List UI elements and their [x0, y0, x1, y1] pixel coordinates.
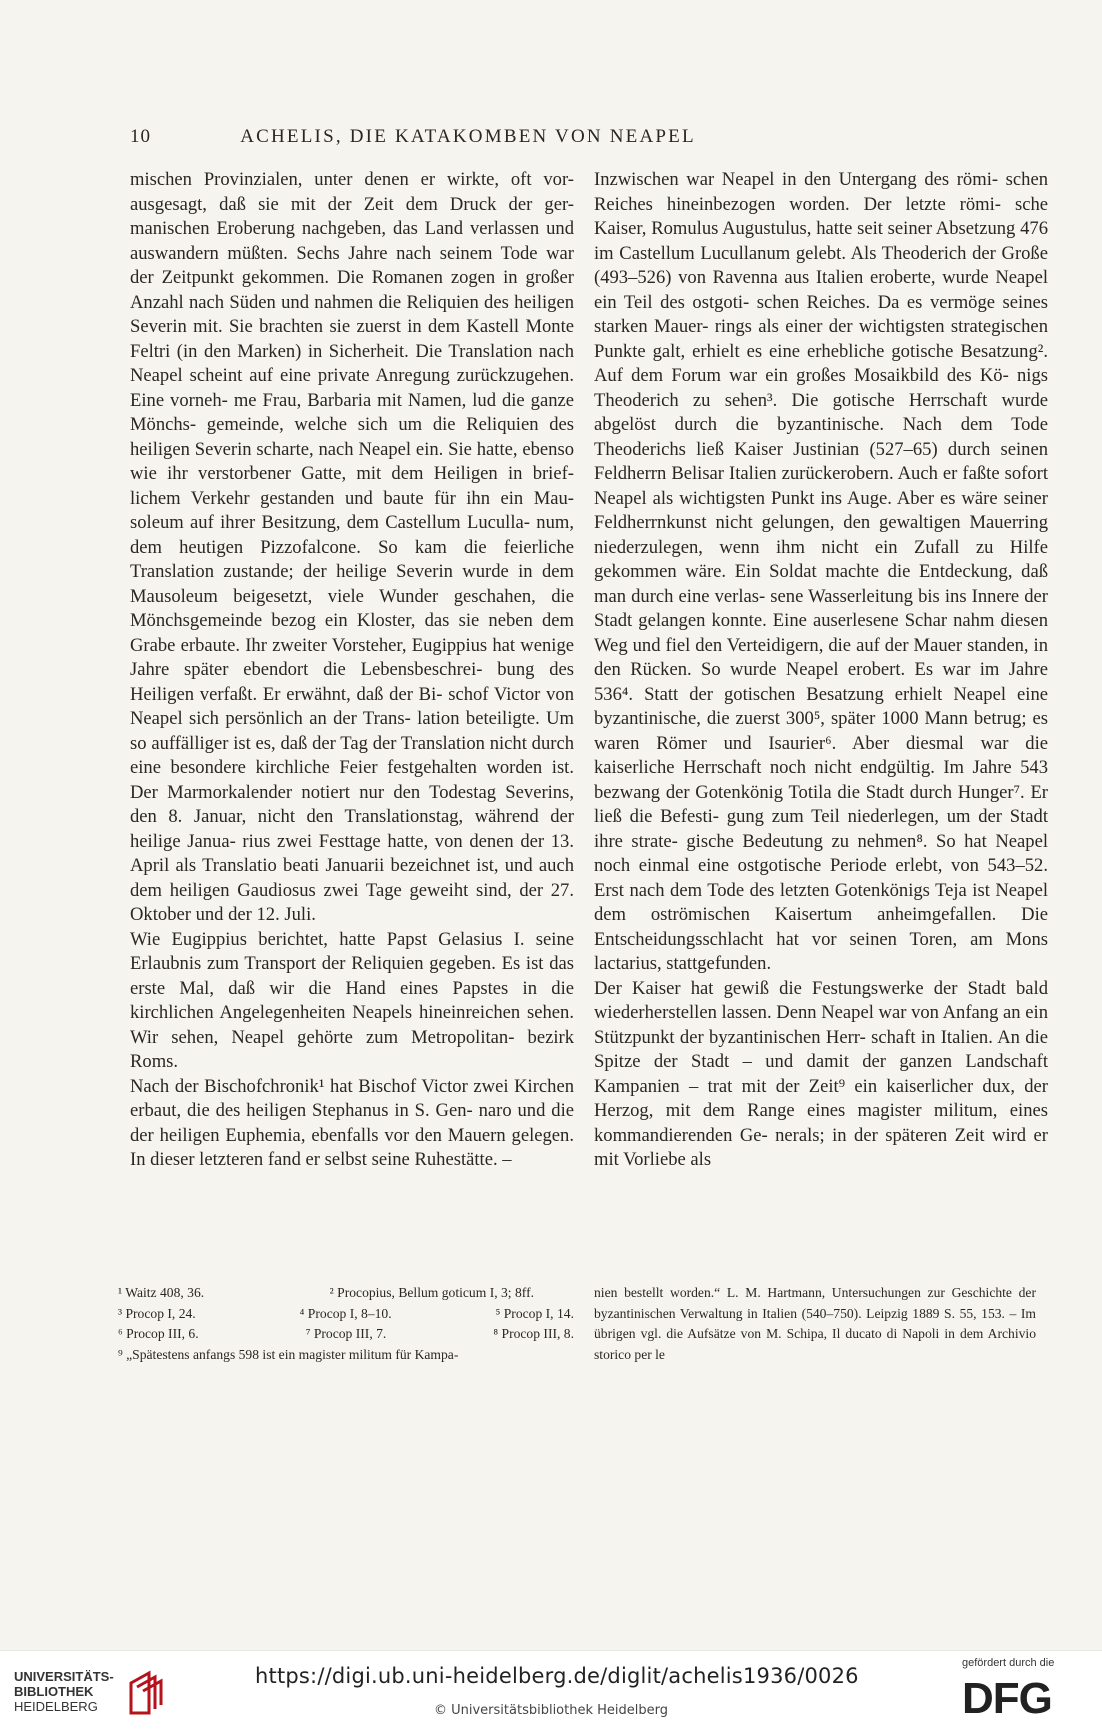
right-paragraph-1: Inzwischen war Neapel in den Untergang des römi- schen Reiches hineinbezogen worden. Der letzte römi- sche Kaiser, Romulus Augustulus, hatte seit seiner Absetzung 476 im Castellum Lucullanum gelebt. Als Theoderich der Große (493–526) von Ravenna aus Italien eroberte, wurde Neapel ein Teil des ostgoti- schen Reiches. Da es vermöge seines starken Mauer- rings als einer der wichtigsten strategischen Punkte galt, erhielt es eine erhebliche gotische Besatzung². Auf dem Forum war ein großes Mosaikbild des Kö- nigs Theoderich zu sehen³. Die gotische Herrschaft wurde abgelöst durch die byzantinische. Nach dem Tode Theoderichs ließ Kaiser Justinian (527–65) durch seinen Feldherrn Belisar Italien zurückerobern. Auch er faßte sofort Neapel als wichtigsten Punkt ins Auge. Aber es wäre seiner Feldherrnkunst nicht gelungen, den gewaltigen Mauerring niederzulegen, wenn ihm nicht ein Zufall zu Hilfe gekommen wäre. Ein Soldat machte die Entdeckung, daß man durch eine verlas- sene Wasserleitung bis ins Innere der Stadt gelangen konnte. Eine auserlesene Schar nahm diesen Weg und fiel den Verteidigern, die auf der Mauer standen, in den Rücken. So wurde Neapel erobert. Es war im Jahre 536⁴. Statt der gotischen Besatzung erhielt Neapel eine byzantinische, die zuerst 300⁵, später 1000 Mann betrug; es waren Römer und Isaurier⁶. Aber diesmal war die kaiserliche Herrschaft noch nicht endgültig. Im Jahre 543 bezwang der Gotenkönig Totila die Stadt durch Hunger⁷. Er ließ die Befesti- gung zum Teil niederlegen, um der Stadt ihre strate- gische Bedeutung zu nehmen⁸. So hat Neapel noch einmal eine ostgotische Periode erlebt, von 543–52. Erst nach dem Tode des letzten Gotenkönigs Teja ist Neapel dem oströmischen Kaisertum anheimgefallen. Die Entscheidungsschlacht hat vor seinen Toren, am Mons lactarius, stattgefunden.: [594, 169, 1048, 974]
left-paragraph-2: Wie Eugippius berichtet, hatte Papst Gelasius I. seine Erlaubnis zum Transport der Reliquien gegeben. Es ist das erste Mal, daß wir die Hand eines Papstes in die kirchlichen Angelegenheiten Neapels hineinreichen sehen. Wir sehen, Neapel gehörte zum Metropolitan- bezirk Roms.: [130, 928, 574, 1072]
page-header: [130, 126, 806, 156]
footnote-6: ⁶ Procop III, 6.: [118, 1326, 199, 1341]
right-paragraph-2: Der Kaiser hat gewiß die Festungswerke der Stadt bald wiederherstellen lassen. Denn Neapel war von Anfang an ein Stützpunkt der byzantinischen Herr- schaft in Italien. An die Spitze der Stadt – und damit der ganzen Landschaft Kampanien – trat mit der Zeit⁹ ein kaiserlicher dux, der Herzog, mit dem Range eines magister militum, eines kommandierenden Ge- nerals; in der späteren Zeit wird er mit Vorliebe als: [594, 977, 1048, 1170]
footnotes-left: [118, 1283, 574, 1365]
footnote-4: ⁴ Procop I, 8–10.: [299, 1305, 392, 1321]
left-paragraph-3: Nach der Bischofchronik¹ hat Bischof Victor zwei Kirchen erbaut, die des heiligen Stephanus in S. Gen- naro und die der heiligen Euphemia, ebenfalls vor den Mauern gelegen. In dieser letzteren fand er selbst seine Ruhestätte. –: [130, 1075, 574, 1170]
footnote-7: ⁷ Procop III, 7.: [305, 1326, 387, 1341]
logo-line: BIBLIOTHEK: [14, 1684, 94, 1699]
viewer-footer: [0, 1650, 1102, 1731]
left-paragraph-1: mischen Provinzialen, unter denen er wirkte, oft vor- ausgesagt, daß sie mit der Zeit dem Druck der ger- manischen Eroberung nachgeben, das Land verlassen und auswandern müßten. Sechs Jahre nach seinem Tode war der Zeitpunkt gekommen. Die Romanen zogen in großer Anzahl nach Süden und nahmen die Reliquien des heiligen Severin mit. Sie brachten sie zuerst in dem Kastell Monte Feltri (in den Marken) in Sicherheit. Die Translation nach Neapel scheint auf eine private Anregung zurückzugehen. Eine vorneh- me Frau, Barbaria mit Namen, lud die ganze Mönchs- gemeinde, welche sich um die Reliquien des heiligen Severin scharte, nach Neapel ein. Sie hatte, ebenso wie ihr verstorbener Gatte, mit dem Heiligen in brief- lichem Verkehr gestanden und baute für ihn ein Mau- soleum auf ihrer Besitzung, dem Castellum Luculla- num, dem heutigen Pizzofalcone. So kam die feierliche Translation zustande; der heilige Severin wurde in dem Mausoleum beigesetzt, viele Wunder geschahen, die Mönchsgemeinde bezog ein Kloster, das sie neben dem Grabe erbaute. Ihr zweiter Vorsteher, Eugippius hat wenige Jahre später ebendort die Lebensbeschrei- bung des Heiligen verfaßt. Er erwähnt, daß der Bi- schof Victor von Neapel sich persönlich an der Trans- lation beteiligte. Um so auffälliger ist es, daß der Tag der Translation nicht durch eine besondere kirchliche Feier festgehalten worden ist. Der Marmorkalender notiert nur den Todestag Severins, den 8. Januar, nicht den Translationstag, während der heilige Janua- rius zwei Festtage hatte, von denen der 13. April als Translatio beati Januarii bezeichnet ist, und auch dem heiligen Gaudiosus zwei Tage geweiht sind, der 27. Oktober und der 12. Juli.: [130, 169, 574, 925]
footnote-row: [118, 1283, 574, 1304]
dfg-wordmark: DFG: [962, 1674, 1052, 1723]
footnotes-right: nien bestellt worden.“ L. M. Hartmann, Untersuchungen zur Geschichte der byzantinischen Verwaltung in Italien (540–750). Leipzig 1889 S. 55, 153. – Im übrigen vgl. die Aufsätze von M. Schipa, Il ducato di Napoli in dem Archivio storico per le: [594, 1285, 1036, 1362]
running-title: ACHELIS, DIE KATAKOMBEN VON NEAPEL: [240, 126, 696, 147]
permalink-url[interactable]: https://digi.ub.uni-heidelberg.de/diglit/achelis1936/0026: [255, 1664, 859, 1688]
logo-line: UNIVERSITÄTS-: [14, 1669, 114, 1684]
footnote-row: [118, 1324, 574, 1345]
page-number: 10: [130, 126, 151, 147]
dfg-logo[interactable]: [962, 1657, 1092, 1727]
right-column: [594, 168, 1048, 1173]
footnote-row: [118, 1304, 574, 1325]
footnote-8: ⁸ Procop III, 8.: [493, 1326, 574, 1341]
footnote-2: ² Procopius, Bellum goticum I, 3; 8ff.: [329, 1285, 534, 1300]
funding-caption: gefördert durch die: [962, 1657, 1055, 1669]
footnote-9: ⁹ „Spätestens anfangs 598 ist ein magister militum für Kampa-: [118, 1346, 459, 1362]
logo-line: HEIDELBERG: [14, 1699, 98, 1714]
copyright-notice: © Universitätsbibliothek Heidelberg: [433, 1703, 668, 1718]
left-column: [130, 168, 574, 1173]
footnote-3: ³ Procop I, 24.: [118, 1305, 196, 1321]
footnote-1: ¹ Waitz 408, 36.: [118, 1285, 205, 1300]
footnote-5: ⁵ Procop I, 14.: [495, 1305, 574, 1321]
